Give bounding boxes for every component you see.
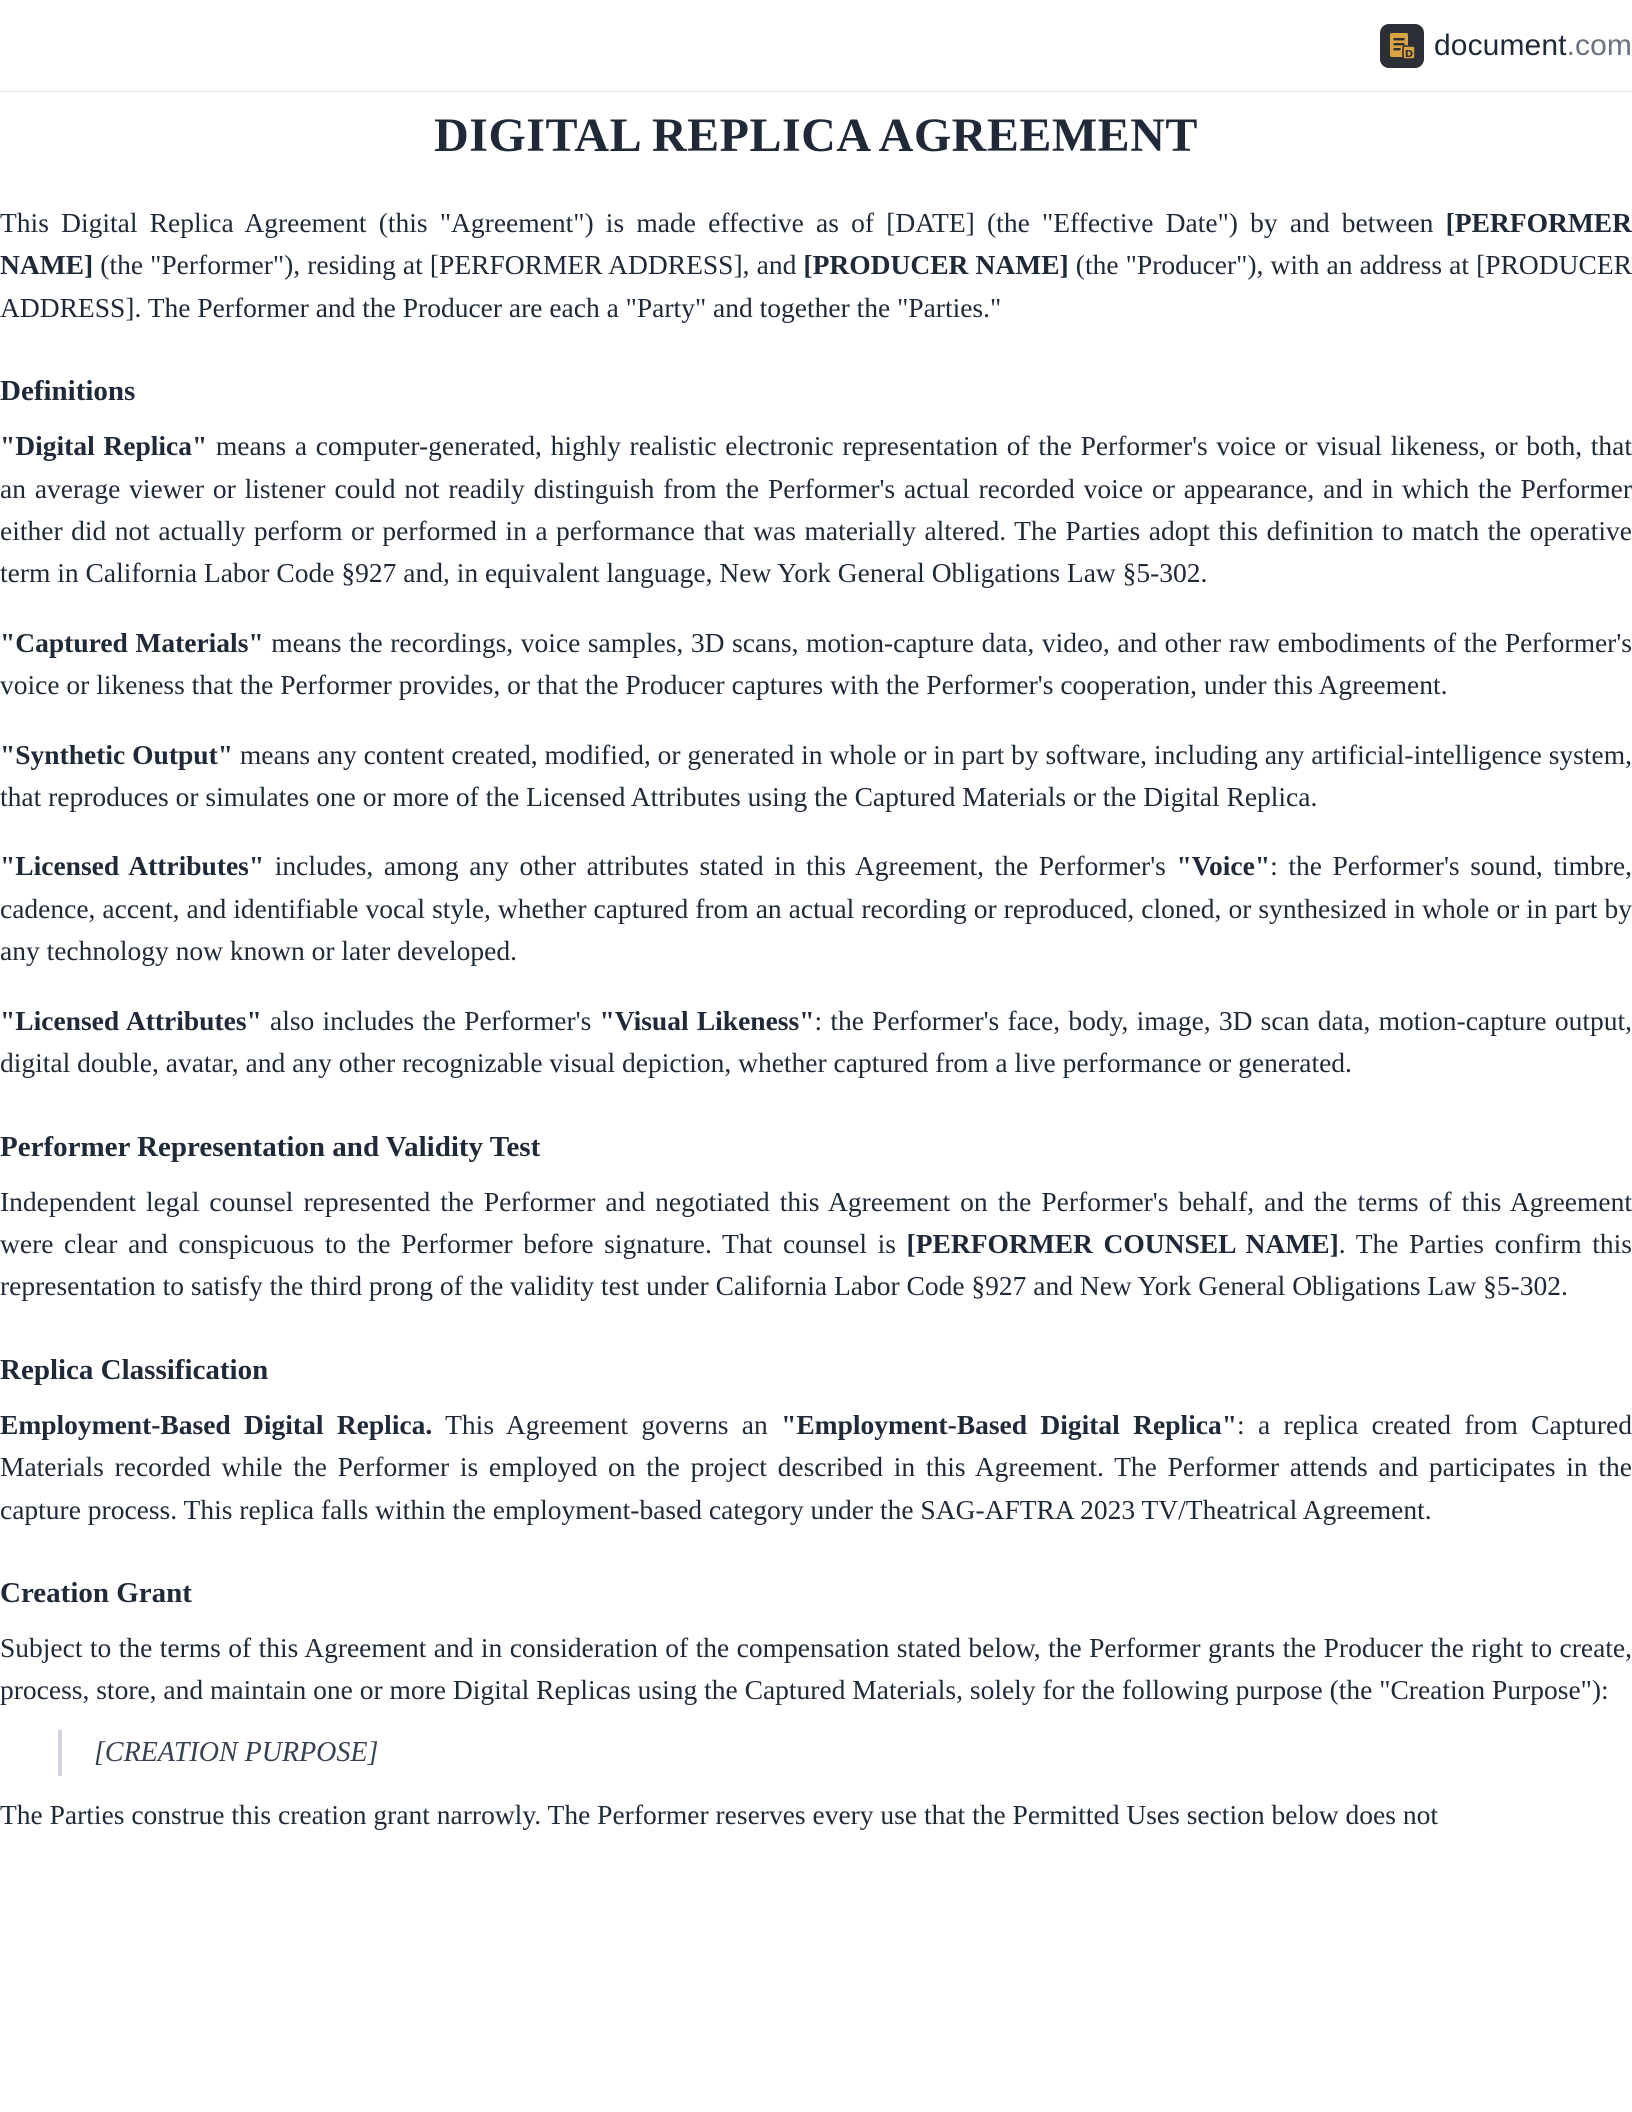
definition-text: : the Performer's sound, timbre, cadence, accent, and identifiable vocal style, whether captured from an actual recording or reproduced, cloned, or synthesized in whole or in part by any technology now known or later developed. (0, 850, 1632, 967)
definition-term: "Synthetic Output" (0, 738, 233, 770)
brand-name (1434, 29, 1632, 63)
document-body (0, 202, 1632, 1836)
svg-text:D: D (1404, 49, 1414, 60)
definition-synthetic-output (0, 734, 1632, 819)
section-heading-creation-grant: Creation Grant (0, 1576, 192, 1609)
performer-name-placeholder: [PERFORMER NAME] (0, 207, 1632, 281)
representation-text: Independent legal counsel represented the Performer and negotiated this Agreement on the Performer's behalf, and the terms of this Agreement were clear and conspicuous to the Performer before signature. That counsel is (0, 1185, 1632, 1259)
classification-paragraph (0, 1404, 1632, 1531)
classification-lead: Employment-Based Digital Replica. (0, 1408, 433, 1440)
counsel-name-placeholder: [PERFORMER COUNSEL NAME] (906, 1227, 1339, 1259)
section-heading-classification: Replica Classification (0, 1353, 269, 1386)
definition-captured-materials (0, 622, 1632, 707)
representation-text: . The Parties confirm this representation to satisfy the third prong of the validity test under California Labor Code §927 and New York General Obligations Law §5-302. (0, 1227, 1632, 1302)
definition-digital-replica (0, 425, 1632, 595)
creation-grant-continuation: The Parties construe this creation grant narrowly. The Performer reserves every use that the Permitted Uses section below does not (0, 1798, 1438, 1830)
intro-text: (the "Producer"), with an address at [PRODUCER ADDRESS]. The Performer and the Producer are each a "Party" and together the "Parties." (0, 249, 1632, 323)
definition-text: includes, among any other attributes stated in this Agreement, the Performer's (264, 850, 1177, 882)
intro-text: This Digital Replica Agreement (this "Agreement") is made effective as of [DATE] (the "Effective Date") by and between (0, 207, 1446, 238)
definition-term: "Licensed Attributes" (0, 850, 265, 882)
header-bar (0, 0, 1632, 92)
definition-term: "Digital Replica" (0, 430, 208, 462)
producer-name-placeholder: [PRODUCER NAME] (803, 249, 1069, 281)
definition-term: "Licensed Attributes" (0, 1004, 262, 1036)
classification-text: This Agreement governs an (432, 1408, 782, 1440)
classification-text: : a replica created from Captured Materials recorded while the Performer is employed on the project described in this Agreement. The Performer attends and participates in the capture process. This replica falls within the employment-based category under the SAG-AFTRA 2023 TV/Theatrical Agreement. (0, 1408, 1632, 1525)
definition-text: : the Performer's face, body, image, 3D scan data, motion-capture output, digital double, avatar, and any other recognizable visual depiction, whether captured from a live performance or generated. (0, 1004, 1632, 1079)
section-heading-representation: Performer Representation and Validity Test (0, 1130, 541, 1163)
definition-licensed-attributes-visual (0, 1000, 1632, 1085)
brand-name-tld: .com (1566, 29, 1632, 62)
definition-term-voice: "Voice" (1176, 850, 1271, 882)
definition-text: means a computer-generated, highly realistic electronic representation of the Performer's voice or visual likeness, or both, that an average viewer or listener could not readily distinguish from the Performer's actual recorded voice or appearance, and in which the Performer either did not actually perform or performed in a performance that was materially altered. The Parties adopt this definition to match the operative term in California Labor Code §927 and, in equivalent language, New York General Obligations Law §5-302. (0, 430, 1632, 589)
intro-text: (the "Performer"), residing at [PERFORMER ADDRESS], and (93, 249, 804, 281)
section-heading-definitions: Definitions (0, 375, 136, 408)
document-title: DIGITAL REPLICA AGREEMENT (434, 109, 1198, 162)
definition-term-visual-likeness: "Visual Likeness" (599, 1004, 815, 1036)
brand-name-main: document (1434, 29, 1567, 62)
definition-term: "Captured Materials" (0, 626, 264, 658)
definition-text: means any content created, modified, or generated in whole or in part by software, including any artificial-intelligence system, that reproduces or simulates one or more of the Licensed Attributes using the Captured Materials or the Digital Replica. (0, 738, 1632, 813)
brand[interactable] (1380, 23, 1632, 69)
definition-text: means the recordings, voice samples, 3D scans, motion-capture data, video, and other raw embodiments of the Performer's voice or likeness that the Performer provides, or that the Producer captures with the Performer's cooperation, under this Agreement. (0, 626, 1632, 701)
document-logo-icon (1380, 24, 1424, 68)
classification-term: "Employment-Based Digital Replica" (781, 1408, 1238, 1440)
definition-text: also includes the Performer's (261, 1004, 600, 1036)
intro-paragraph (0, 202, 1632, 329)
representation-paragraph (0, 1181, 1632, 1308)
creation-grant-paragraph: Subject to the terms of this Agreement and in consideration of the compensation stated below, the Performer grants the Producer the right to create, process, store, and maintain one or more Digital Replicas using the Captured Materials, solely for the following purpose (the "Creation Purpose"): (0, 1631, 1632, 1706)
creation-purpose-placeholder: [CREATION PURPOSE] (58, 1730, 1632, 1776)
definition-licensed-attributes-voice (0, 845, 1632, 972)
